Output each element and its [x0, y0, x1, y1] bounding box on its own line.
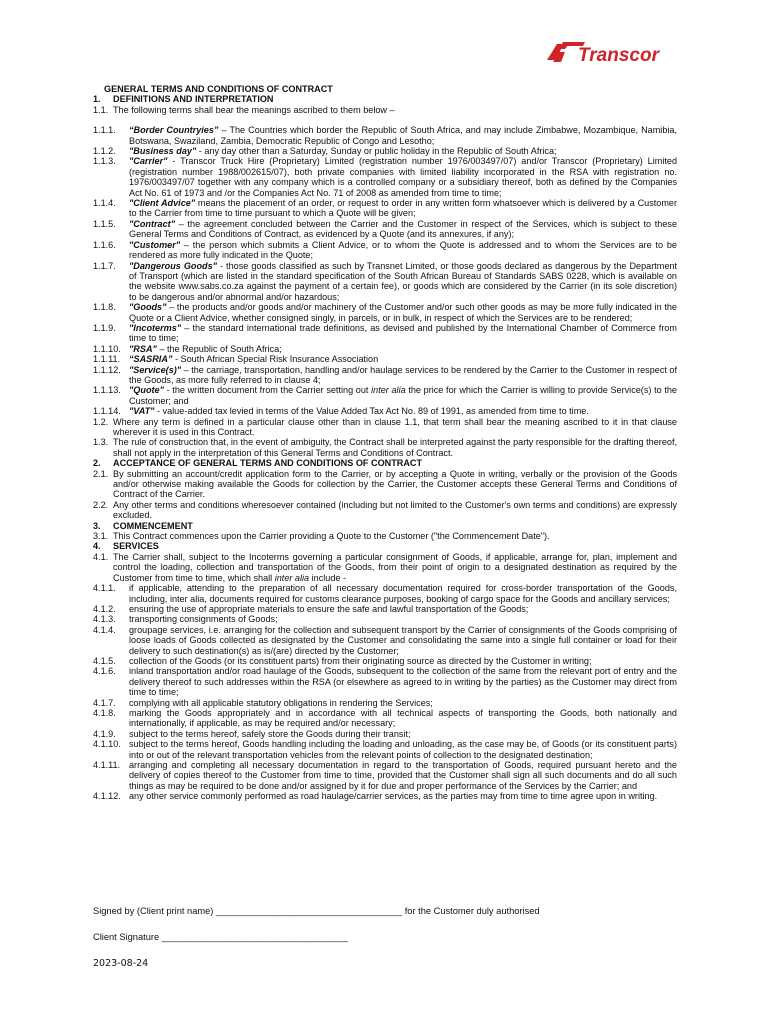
clause [93, 698, 677, 708]
clause-number: 1.1.4. [93, 198, 116, 209]
clause-number: 4.1.1. [93, 583, 116, 594]
clause [93, 105, 677, 115]
defined-term: "Business day" [129, 146, 197, 157]
clause [93, 385, 677, 406]
clause-body: - Transcor Truck Hire (Proprietary) Limited (registration number 1976/003497/07) and/or Transcor (Proprietary) Limited (registration number 1988/002615/07), both private companies with limited liability incorporated in the RSA with registration no. 1976/003497/07 together with any company which is a controlled company or a subsidiary thereof, both as defined by the Companies Act No. 61 of 1973 and /or the Companies Act No. 71 of 2008 as amended from time to time; [129, 156, 677, 198]
clause-number: 4.1. [93, 551, 109, 562]
clause-body: - value-added tax levied in terms of the Value Added Tax Act No. 89 of 1991, as amended from time to time. [154, 406, 589, 417]
clause-text [129, 656, 677, 666]
clause [93, 531, 677, 541]
clause [93, 437, 677, 458]
clause-number: 1.1.6. [93, 239, 116, 250]
clause-number: 1.1.1. [93, 125, 116, 136]
clause-number: 4.1.12. [93, 791, 121, 802]
clause-number: 4.1.10. [93, 739, 121, 750]
clause-body: SERVICES [113, 541, 159, 552]
clause [93, 739, 677, 760]
clause-text [129, 354, 677, 364]
clause-body: marking the Goods appropriately and in accordance with all technical aspects of transporting the Goods, both nationally and internationally, if applicable, as may be required and/or necessary; [129, 707, 677, 729]
clause-text [129, 760, 677, 791]
clause-text [129, 729, 677, 739]
clause-body: subject to the terms hereof, safely store the Goods during their transit; [129, 728, 411, 739]
clause-text [113, 500, 677, 521]
clause [93, 198, 677, 219]
clause [93, 469, 677, 500]
clause-number: 1.1.2. [93, 146, 116, 157]
clause-body: means the placement of an order, or request to order in any written form whatsoever which is delivered by a Customer to the Carrier from time to time pursuant to which a Quote will be given; [129, 198, 677, 219]
document-date: 2023-08-24 [93, 958, 149, 969]
clause-text [129, 406, 677, 416]
clause [93, 344, 677, 354]
defined-term: "Customer" [129, 239, 181, 250]
clause-body: complying with all applicable statutory obligations in rendering the Services; [129, 697, 433, 708]
clause-body: The Carrier shall, subject to the Incoterms governing a particular consignment of Goods, if applicable, arrange for, plan, implement and control the loading, collection and transportation of the Goods, from their point of origin to a designated destination as required by the Customer from time to time, which shall [113, 551, 677, 583]
clause-text [129, 583, 677, 604]
clause [93, 125, 677, 146]
section-heading [93, 541, 677, 551]
clause-number: 1.1.12. [93, 364, 121, 375]
clause-number: 4.1.8. [93, 707, 116, 718]
clause-text [129, 625, 677, 656]
clause [93, 708, 677, 729]
clause-text [113, 552, 677, 583]
clause-text [113, 105, 677, 115]
clause [93, 614, 677, 624]
clause-number: 4.1.2. [93, 603, 116, 614]
clause-body: groupage services, i.e. arranging for the collection and subsequent transport by the Carrier of consignments of the Goods comprising of loose loads of Goods collected as designated by the Customer and consolidating the same into a single full container or load for their delivery to such destination(s) as is/(are) directed by the Customer; [129, 624, 677, 656]
defined-term: "Goods" [129, 302, 167, 313]
clause-body: The following terms shall bear the meanings ascribed to them below – [113, 104, 395, 115]
clause-number: 3.1. [93, 531, 109, 542]
clause [93, 656, 677, 666]
clause-number: 1.1.11. [93, 354, 121, 365]
clause [93, 625, 677, 656]
clause [93, 323, 677, 344]
clause-number: 4.1.7. [93, 697, 116, 708]
clause-text [129, 791, 677, 801]
clause-text [129, 323, 677, 344]
clause [93, 604, 677, 614]
clause-text [129, 344, 677, 354]
clause-number: 1.1.8. [93, 302, 116, 313]
clause-text [113, 417, 677, 438]
clause-number: 1.1.13. [93, 385, 121, 396]
clause-number: 4.1.3. [93, 614, 116, 625]
clause-body: any other service commonly performed as road haulage/carrier services, as the parties may from time to time agree upon in writing. [129, 791, 658, 802]
clause [93, 791, 677, 801]
clause-text [129, 125, 677, 146]
clause-number: 4. [93, 541, 101, 552]
defined-term: “SASRIA” [129, 354, 173, 365]
clause [93, 760, 677, 791]
clause-body: - any day other than a Saturday, Sunday or public holiday in the Republic of South Africa; [196, 146, 557, 157]
clause-text [129, 385, 677, 406]
clause-number: 1.1.3. [93, 156, 116, 167]
clause-number: 1. [93, 94, 101, 105]
section-heading [93, 521, 677, 531]
clause-body: – the Republic of South Africa; [156, 343, 282, 354]
clause-number: 1.1.14. [93, 406, 121, 417]
clause-number: 2.2. [93, 499, 109, 510]
clause [93, 406, 677, 416]
clause [93, 583, 677, 604]
clause-body-cont: include - [309, 572, 346, 583]
clause-body: – the carriage, transportation, handling and/or haulage services to be rendered by the Carrier to the Customer in respect of the Goods, as more fully referred to in clause 4; [129, 364, 677, 385]
defined-term: "VAT" [129, 406, 155, 417]
clause-text [129, 146, 677, 156]
clause [93, 302, 677, 323]
clause-body: ACCEPTANCE OF GENERAL TERMS AND CONDITIONS OF CONTRACT [113, 458, 423, 469]
clause-body: - South African Special Risk Insurance Association [172, 354, 379, 365]
clause-body: transporting consignments of Goods; [129, 614, 278, 625]
clause-text [113, 94, 677, 104]
clause [93, 417, 677, 438]
clause-body: ensuring the use of appropriate materials to ensure the safe and lawful transportation of the Goods; [129, 603, 529, 614]
clause-number: 1.2. [93, 416, 109, 427]
defined-term: “Border Countryies” [129, 125, 219, 136]
clause-text [113, 541, 677, 551]
clause [93, 219, 677, 240]
clause-text [129, 198, 677, 219]
clause [93, 552, 677, 583]
clause-text [129, 698, 677, 708]
defined-term: "RSA" [129, 343, 157, 354]
clause-number: 4.1.5. [93, 655, 116, 666]
clause-body: DEFINITIONS AND INTERPRETATION [113, 94, 274, 105]
section-heading [93, 94, 677, 104]
clause-number: 1.1.10. [93, 343, 121, 354]
clause-body-cont: the price for which the Carrier is willing to provide Service(s) to the Customer; and [129, 385, 677, 406]
clause-number: 1.1.9. [93, 322, 116, 333]
clause-text [129, 302, 677, 323]
clause-text [129, 365, 677, 386]
defined-term: "Service(s)" [129, 364, 182, 375]
clause-number: 4.1.4. [93, 624, 116, 635]
clause-body: – the standard international trade definitions, as devised and published by the International Chamber of Commerce from time to time; [129, 322, 677, 344]
defined-term: "Dangerous Goods" [129, 260, 217, 271]
clause-number: 1.1.7. [93, 260, 116, 271]
clause-body: arranging and completing all necessary documentation in regard to the transportation of Goods, required pursuant hereto and the delivery of copies thereof to the Customer from time to time, provided that the Customer shall sign all such documents and do all such things as may be required to be done and/or assigned by it for due and proper performance of the Services by the Carrier; and [129, 760, 677, 791]
clause-body: The rule of construction that, in the event of ambiguity, the Contract shall be interpreted against the party responsible for the drafting thereof, shall not apply in the interpretation of this General Terms and Conditions of Contract. [113, 437, 677, 458]
terms-document [93, 84, 677, 802]
clause-number: 4.1.11. [93, 760, 121, 770]
clause-number: 1.1.5. [93, 218, 116, 229]
clause-text [129, 614, 677, 624]
document-title: GENERAL TERMS AND CONDITIONS OF CONTRACT [104, 84, 333, 94]
transcor-logo [545, 40, 670, 66]
clause-body: – the products and/or goods and/or machinery of the Customer and/or such other goods as may be more fully indicated in the Quote or a Client Advice, whether consigned singly, in parcels, or in bulk, in respect of which the Services are to be rendered; [129, 302, 677, 323]
clause-number: 4.1.6. [93, 666, 116, 677]
clause-text [113, 437, 677, 458]
defined-term: "Contract" [129, 218, 176, 229]
clause-body: Any other terms and conditions wheresoever contained (including but not limited to the Customer's own terms and conditions) are expressly excluded. [113, 499, 677, 521]
clause-body: inland transportation and/or road haulage of the Goods, subsequent to the collection of the same from the relevant port of entry and the delivery thereof to such addresses within the RSA (or elsewhere as agreed to in writing by the parties) as the Customer may direct from time to time; [129, 666, 677, 698]
clause-text [129, 739, 677, 760]
defined-term: "Quote" [129, 385, 164, 396]
clause-text [129, 708, 677, 729]
clause-number: 3. [93, 520, 101, 531]
client-print-name-line: Signed by (Client print name) ____________________________________ for the Customer duly authorised [93, 906, 540, 916]
clause-list [93, 94, 677, 801]
clause-body: – the person which submits a Client Advice, or to whom the Quote is addressed and to whom the Services are to be rendered as more fully indicated in the Quote; [129, 239, 677, 261]
clause-text [129, 240, 677, 261]
clause-body: This Contract commences upon the Carrier providing a Quote to the Customer ("the Commencement Date"). [113, 531, 550, 542]
clause-body: - the written document from the Carrier setting out [163, 385, 372, 396]
clause [93, 240, 677, 261]
clause [93, 156, 677, 198]
section-heading [93, 458, 677, 468]
clause [93, 146, 677, 156]
clause-text [129, 156, 677, 198]
spacer [93, 115, 677, 125]
clause-text [113, 521, 677, 531]
clause [93, 354, 677, 364]
defined-term: "Incoterms" [129, 322, 182, 333]
defined-term: "Client Advice" [129, 198, 196, 209]
clause [93, 365, 677, 386]
latin-phrase: inter alia [371, 385, 406, 396]
clause-body: COMMENCEMENT [113, 520, 193, 531]
clause-number: 1.1. [93, 104, 109, 115]
clause-body: if applicable, attending to the preparation of all necessary documentation required for cross-border transportation of the Goods, including, inter alia, documents required for customs clearance purposes, booking of cargo space for the Goods and ancillary services; [129, 583, 677, 604]
clause-number: 1.3. [93, 437, 109, 448]
clause-text [129, 666, 677, 697]
client-signature-line: Client Signature ____________________________________ [93, 932, 348, 942]
clause-text [113, 531, 677, 541]
clause-number: 4.1.9. [93, 728, 116, 739]
clause-number: 2.1. [93, 468, 109, 479]
defined-term: "Carrier" [129, 156, 168, 167]
logo-wordmark: Transcor [578, 45, 659, 66]
clause-body: subject to the terms hereof, Goods handling including the loading and unloading, as the case may be, of Goods (or its constituent parts) into or out of the relevant transportation vehicles from the relevant points of collection to the designated destination; [129, 739, 677, 760]
clause [93, 729, 677, 739]
clause-text [129, 219, 677, 240]
clause-number: 2. [93, 458, 101, 469]
latin-phrase: inter alia [274, 572, 310, 583]
clause-body: Where any term is defined in a particular clause other than in clause 1.1, that term shall bear the meaning ascribed to it in that clause wherever it is used in this Contract. [113, 416, 677, 437]
clause-body: - those goods classified as such by Transnet Limited, or those goods declared as dangerous by the Department of Transport (which are listed in the standard specification of the South African Bureau of Standards SABS 0228, which is available on the website www.sabs.co.za against the payment of a certain fee), or goods which are considered by the Carrier (in its sole discretion) to be dangerous and/or abnormal and/or hazardous; [129, 260, 677, 302]
clause [93, 666, 677, 697]
clause-text [129, 604, 677, 614]
clause-text [129, 261, 677, 303]
clause-body: – the agreement concluded between the Carrier and the Customer in respect of the Services, which is subject to these General Terms and Conditions of Contract, as evidenced by a Quote (and its annexures, if any); [129, 218, 677, 240]
clause-body: – The Countries which border the Republic of South Africa, and may include Zimbabwe, Mozambique, Namibia, Botswana, Swaziland, Zambia, Democratic Republic of Congo and Lesotho; [129, 125, 677, 146]
clause-body: By submitting an account/credit application form to the Carrier, or by accepting a Quote in writing, verbally or the provision of the Goods and/or otherwise making available the Goods for collection by the Carrier, the Customer accepts these General Terms and Conditions of Contract of the Carrier. [113, 468, 677, 500]
clause-body: collection of the Goods (or its constituent parts) from their originating source as directed by the Customer in writing; [129, 655, 592, 666]
clause [93, 261, 677, 303]
clause-text [113, 469, 677, 500]
clause [93, 500, 677, 521]
clause-text [113, 458, 677, 468]
